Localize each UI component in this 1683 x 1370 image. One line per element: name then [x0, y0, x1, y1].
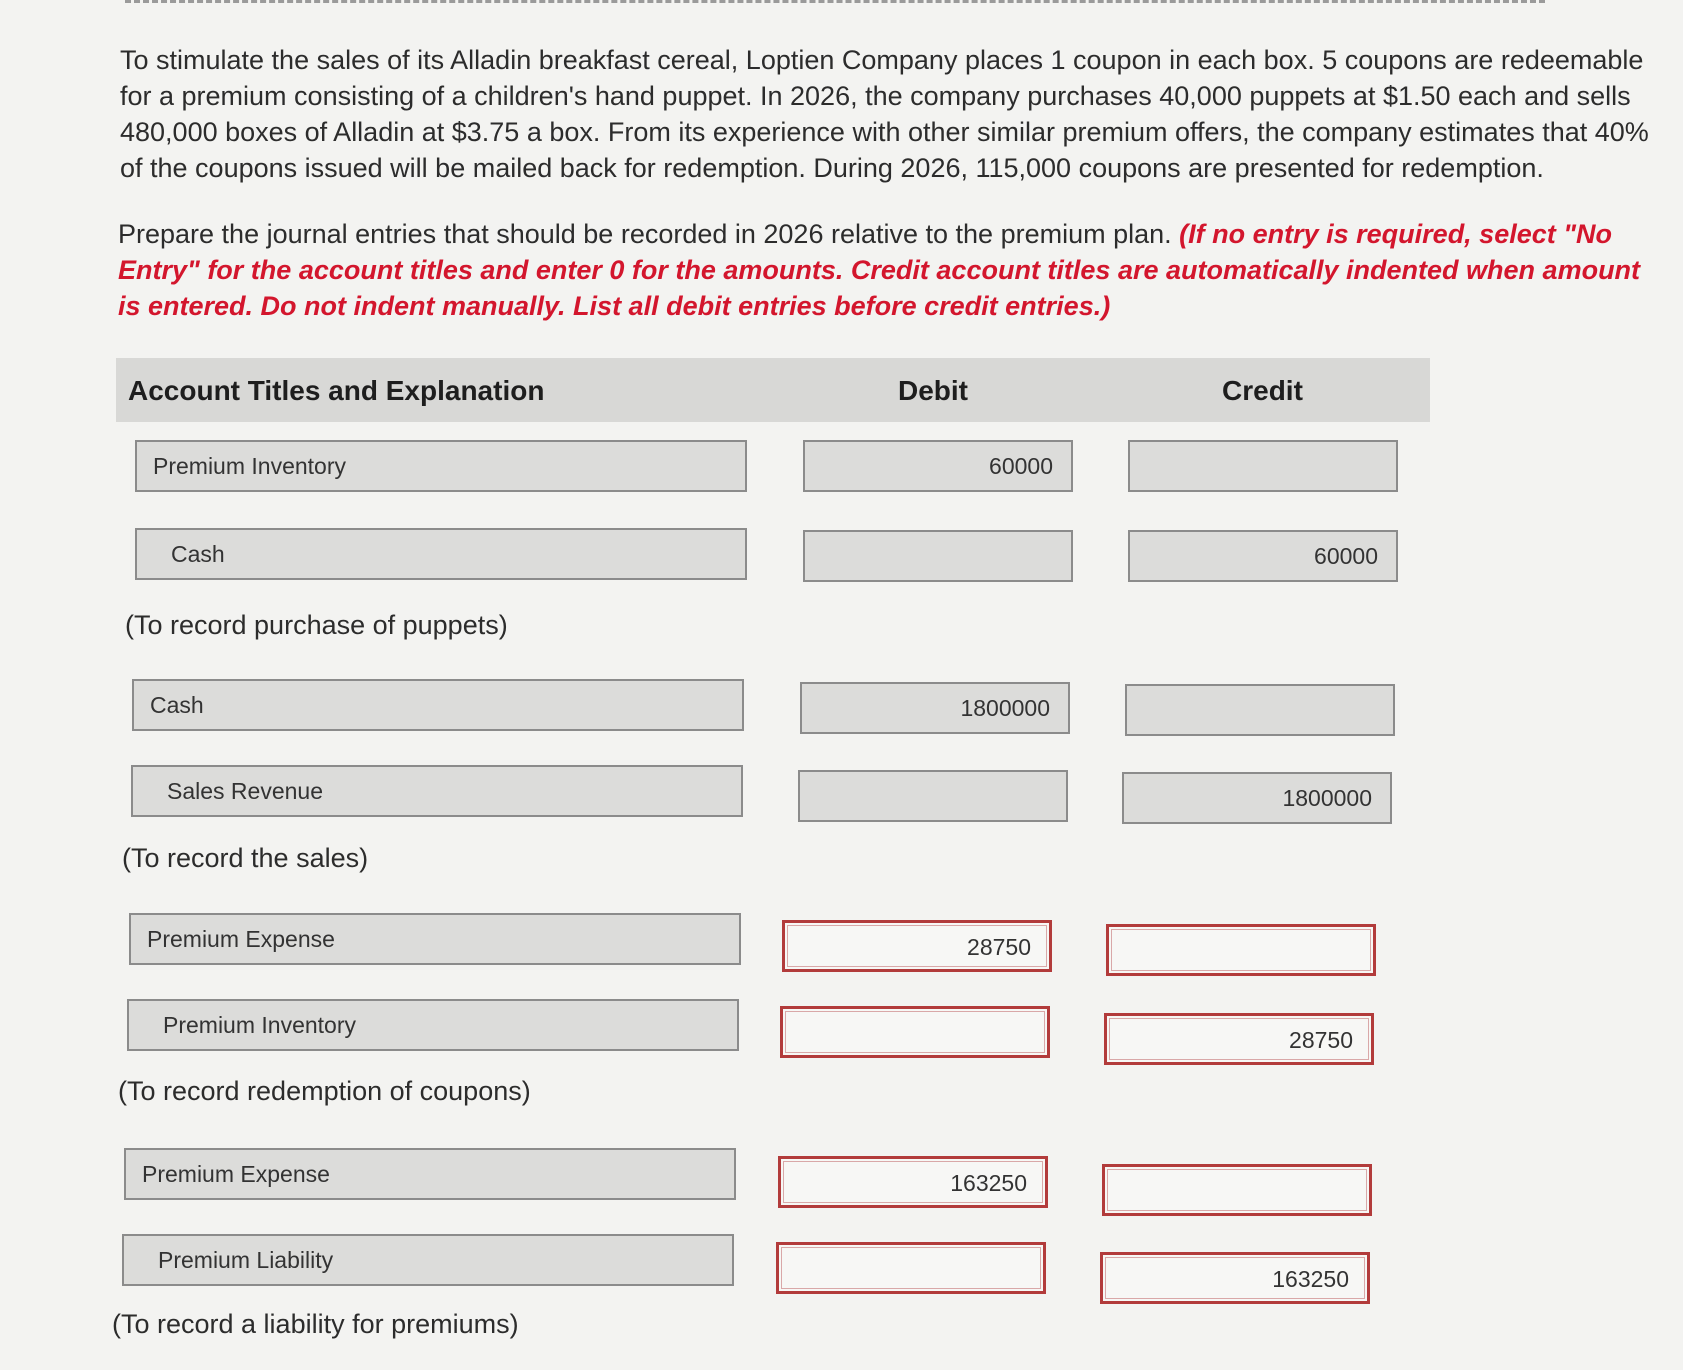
debit-input[interactable] — [798, 770, 1068, 822]
debit-input[interactable]: 28750 — [782, 920, 1052, 972]
entry-explanation: (To record redemption of coupons) — [118, 1076, 531, 1106]
credit-input[interactable]: 1800000 — [1122, 772, 1392, 824]
credit-input[interactable] — [1102, 1164, 1372, 1216]
instructions-note: (If no entry is required, select "No Entry" for the account titles and enter 0 for the amounts. Credit account titles are automatically indented when amount is entered. Do not indent manually. List all debit entries before credit entries.) — [118, 219, 1641, 321]
entry-explanation: (To record the sales) — [122, 843, 369, 873]
journal-table-header — [116, 358, 1430, 422]
debit-input[interactable] — [803, 530, 1073, 582]
entry-explanation: (To record purchase of puppets) — [125, 610, 508, 640]
account-select[interactable]: Premium Expense — [124, 1148, 736, 1200]
credit-input[interactable]: 60000 — [1128, 530, 1398, 582]
credit-input[interactable] — [1106, 924, 1376, 976]
debit-input[interactable] — [780, 1006, 1050, 1058]
credit-input[interactable] — [1125, 684, 1395, 736]
debit-input[interactable] — [776, 1242, 1046, 1294]
account-select[interactable]: Cash — [135, 528, 747, 580]
account-select[interactable]: Premium Inventory — [135, 440, 747, 492]
credit-input[interactable]: 28750 — [1104, 1013, 1374, 1065]
header-debit: Debit — [898, 375, 968, 406]
instructions — [118, 216, 1648, 324]
account-select[interactable]: Premium Expense — [129, 913, 741, 965]
account-select[interactable]: Premium Inventory — [127, 999, 739, 1051]
problem-statement: To stimulate the sales of its Alladin breakfast cereal, Loptien Company places 1 coupon in each box. 5 coupons are redeemable for a premium consisting of a children's hand puppet. In 2026, the company purchases 40,000 puppets at $1.50 each and sells 480,000 boxes of Alladin at $3.75 a box. From its experience with other similar premium offers, the company estimates that 40% of the coupons issued will be mailed back for redemption. During 2026, 115,000 coupons are presented for redemption. — [120, 45, 1649, 183]
account-select[interactable]: Premium Liability — [122, 1234, 734, 1286]
account-select[interactable]: Sales Revenue — [131, 765, 743, 817]
account-select[interactable]: Cash — [132, 679, 744, 731]
instructions-lead: Prepare the journal entries that should be recorded in 2026 relative to the premium plan. — [118, 219, 1180, 249]
credit-input[interactable] — [1128, 440, 1398, 492]
debit-input[interactable]: 60000 — [803, 440, 1073, 492]
debit-input[interactable]: 1800000 — [800, 682, 1070, 734]
header-account-titles: Account Titles and Explanation — [128, 375, 545, 406]
header-credit: Credit — [1222, 375, 1303, 406]
dashed-top-border — [125, 0, 1545, 3]
credit-input[interactable]: 163250 — [1100, 1252, 1370, 1304]
debit-input[interactable]: 163250 — [778, 1156, 1048, 1208]
entry-explanation: (To record a liability for premiums) — [112, 1309, 519, 1339]
